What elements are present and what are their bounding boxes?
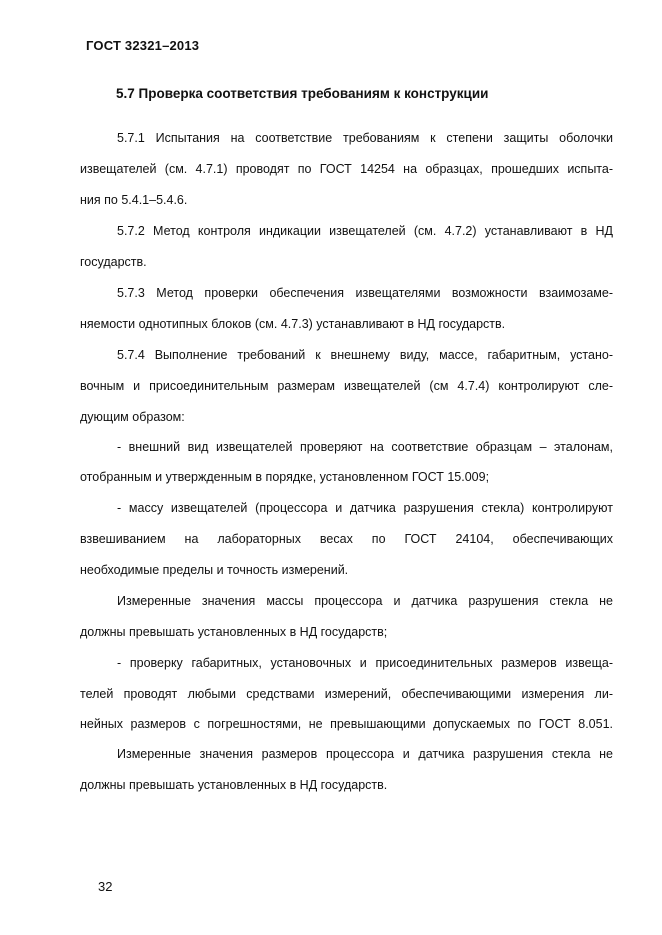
paragraph-line: отобранным и утвержденным в порядке, установленном ГОСТ 15.009; <box>80 470 490 484</box>
paragraph-line: нейных размеров с погрешностями, не превышающими допускаемых по ГОСТ 8.051. <box>80 717 613 731</box>
paragraph-line: няемости однотипных блоков (см. 4.7.3) устанавливают в НД государств. <box>80 317 506 331</box>
paragraph-line: 5.7.1 Испытания на соответствие требованиям к степени защиты оболочки <box>117 131 613 145</box>
paragraph-line: Измеренные значения массы процессора и датчика разрушения стекла не <box>117 594 613 608</box>
section-title: 5.7 Проверка соответствия требованиям к конструкции <box>116 86 489 101</box>
paragraph-line: государств. <box>80 255 147 269</box>
paragraph-line: 5.7.2 Метод контроля индикации извещателей (см. 4.7.2) устанавливают в НД <box>117 224 613 238</box>
list-item-line: - внешний вид извещателей проверяют на соответствие образцам – эталонам, <box>117 440 613 454</box>
paragraph-line: Измеренные значения размеров процессора и датчика разрушения стекла не <box>117 747 613 761</box>
paragraph-line: вочным и присоединительным размерам извещателей (см 4.7.4) контролируют сле- <box>80 379 613 393</box>
paragraph-line: должны превышать установленных в НД государств. <box>80 778 388 792</box>
paragraph-line: должны превышать установленных в НД государств; <box>80 625 388 639</box>
paragraph-line: взвешиванием на лабораторных весах по ГОСТ 24104, обеспечивающих <box>80 532 613 546</box>
paragraph-line: 5.7.3 Метод проверки обеспечения извещателями возможности взаимозаме- <box>117 286 613 300</box>
paragraph-line: 5.7.4 Выполнение требований к внешнему виду, массе, габаритным, устано- <box>117 348 613 362</box>
document-code-header: ГОСТ 32321–2013 <box>86 38 200 53</box>
list-item-line: - массу извещателей (процессора и датчика разрушения стекла) контролируют <box>117 501 613 515</box>
page-number: 32 <box>98 879 113 894</box>
paragraph-line: телей проводят любыми средствами измерений, обеспечивающими измерения ли- <box>80 687 613 701</box>
paragraph-line: ния по 5.4.1–5.4.6. <box>80 193 188 207</box>
paragraph-line: необходимые пределы и точность измерений. <box>80 563 349 577</box>
paragraph-line: извещателей (см. 4.7.1) проводят по ГОСТ 14254 на образцах, прошедших испыта- <box>80 162 613 176</box>
paragraph-line: дующим образом: <box>80 410 185 424</box>
list-item-line: - проверку габаритных, установочных и присоединительных размеров извеща- <box>117 656 613 670</box>
